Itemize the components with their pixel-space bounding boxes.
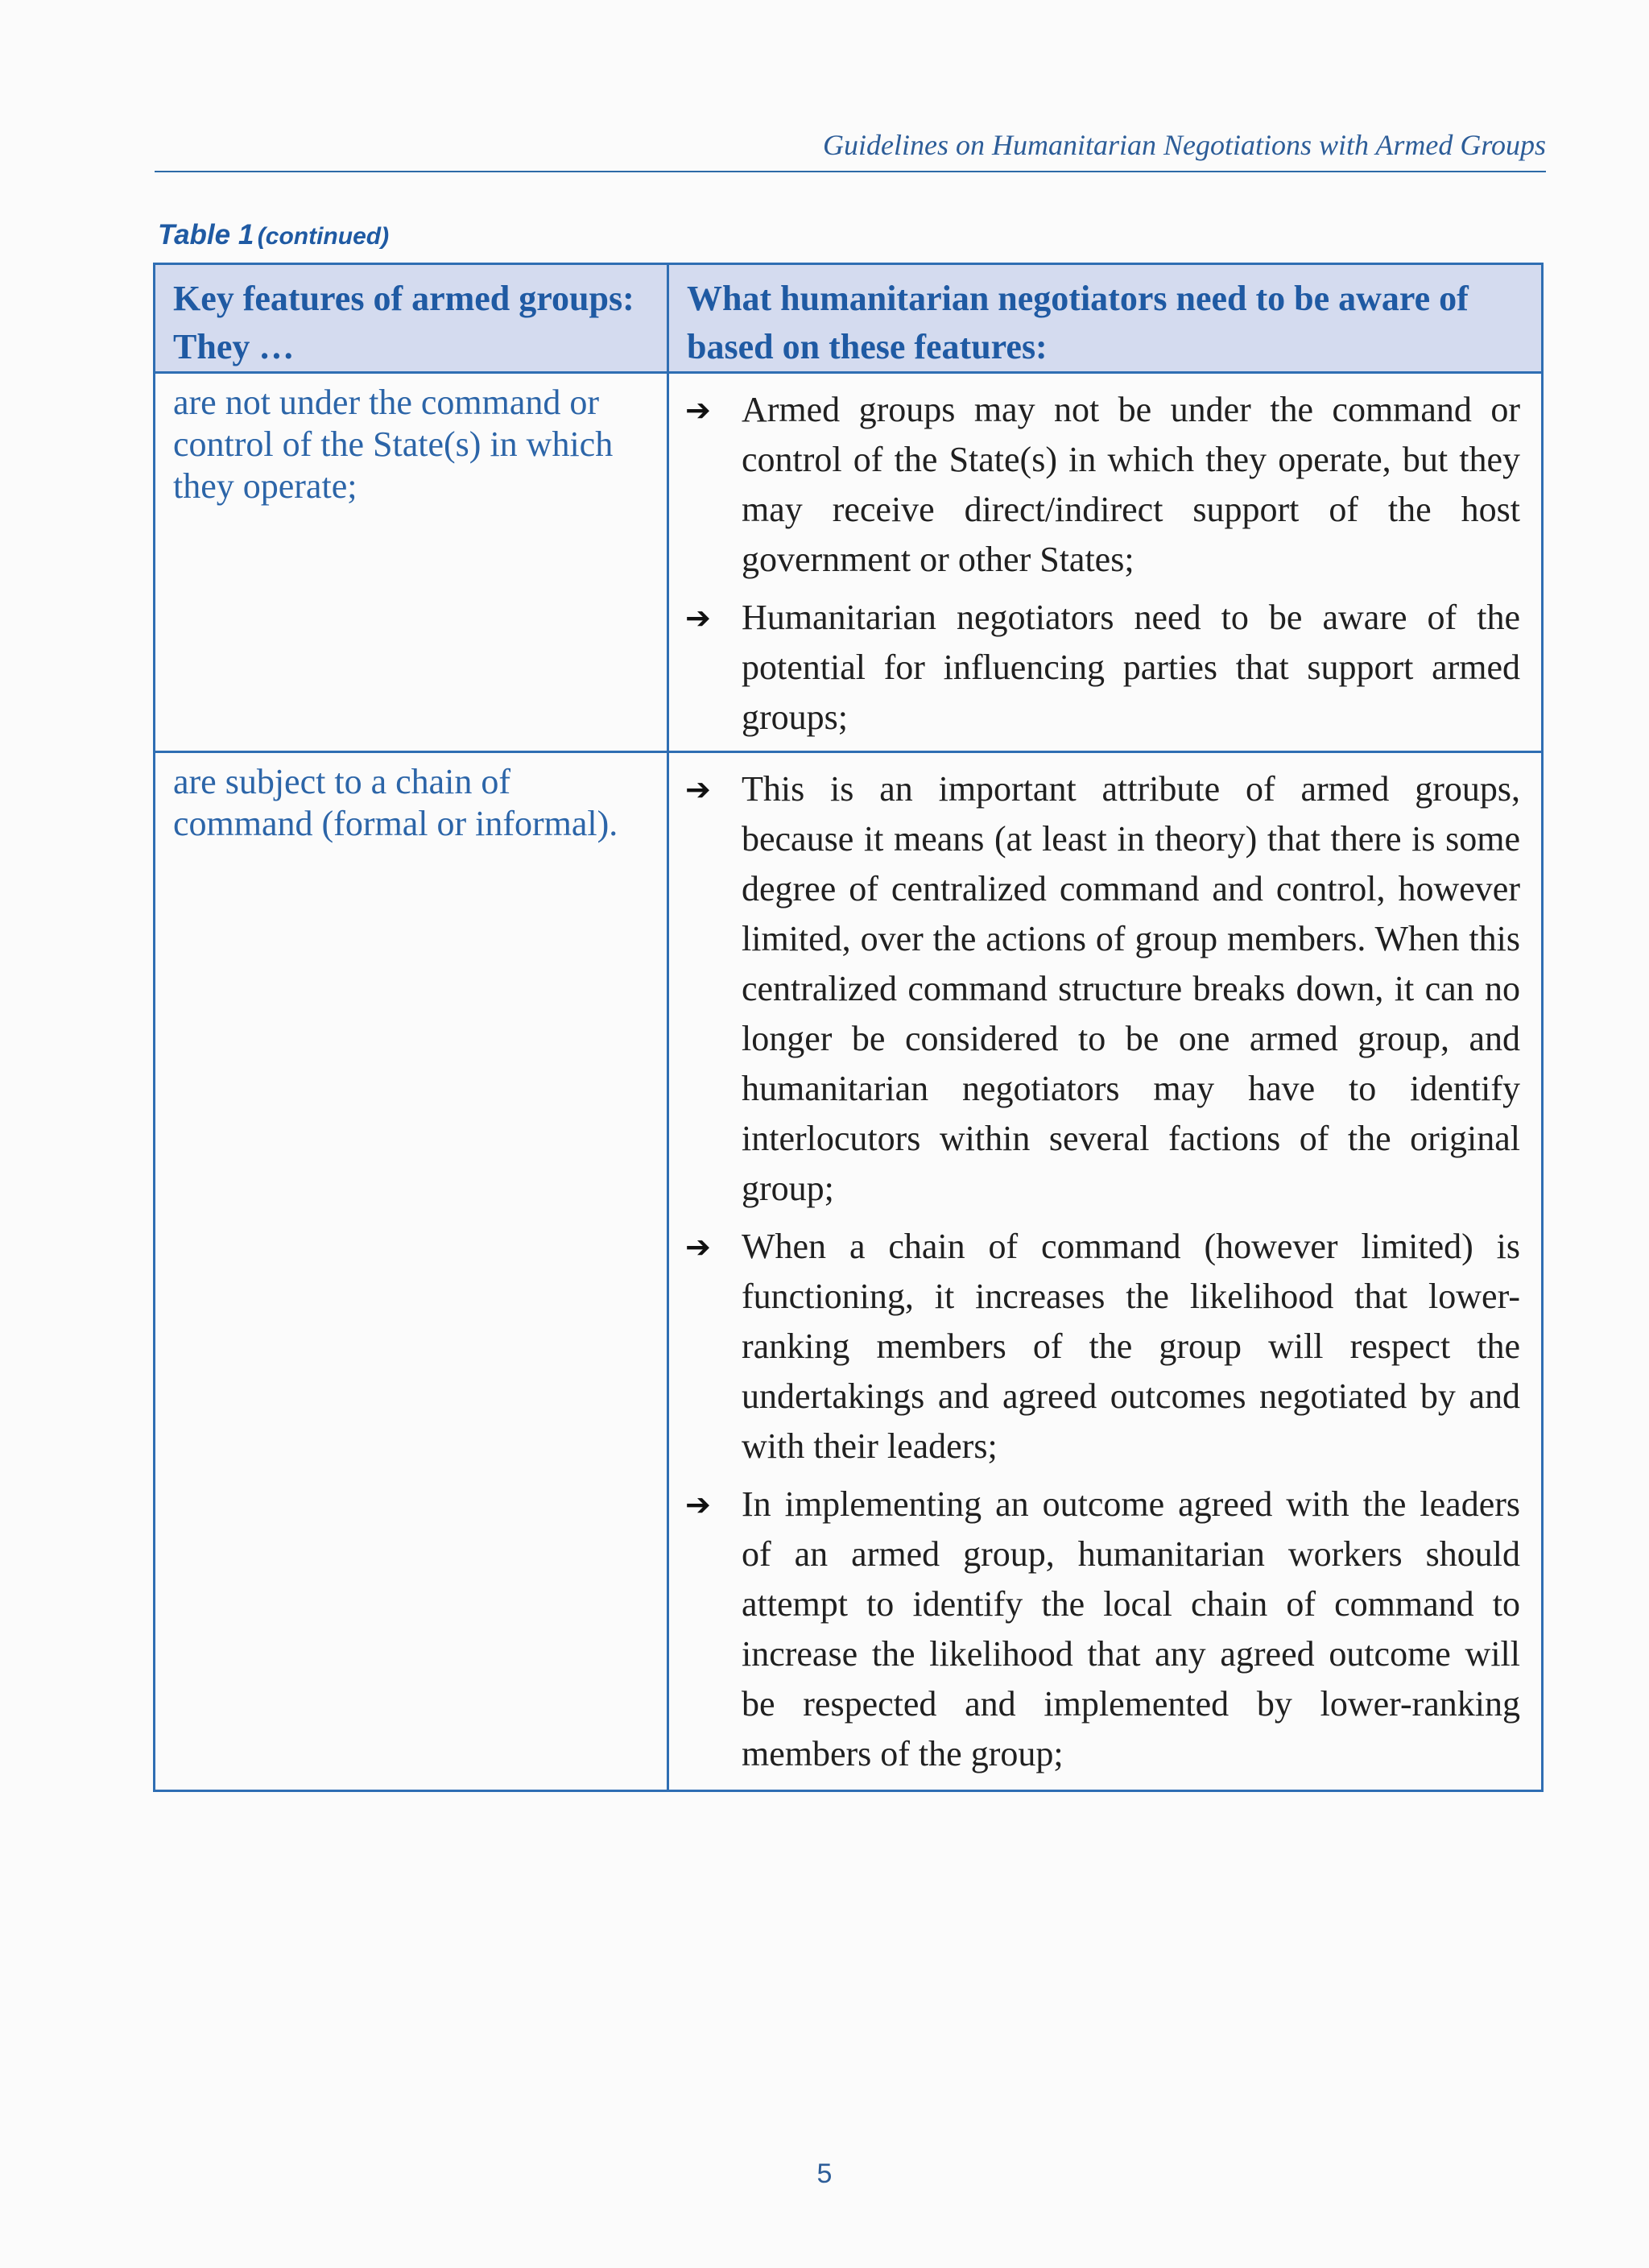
bullet-text: Armed groups may not be under the command or control of the State(s) in which they operate, but they may receive direct/indirect support of the host government or other States; [742,390,1520,579]
table-row [155,373,1543,752]
arrow-right-icon: ➔ [685,1487,711,1522]
feature-cell: are subject to a chain of command (formal or informal). [155,752,668,1791]
features-table [153,263,1544,1792]
bullet-list [685,764,1520,1779]
right-column-header: What humanitarian negotiators need to be aware of based on these features: [668,264,1543,373]
arrow-right-icon: ➔ [685,1229,711,1264]
bullet-text: In implementing an outcome agreed with the leaders of an armed group, humanitarian workers should attempt to identify the local chain of command to increase the likelihood that any agreed outcome will be respected and implemented by lower-ranking members of the group; [742,1484,1520,1773]
bullet-item [685,1480,1520,1779]
arrow-right-icon: ➔ [685,772,711,807]
awareness-cell [668,752,1543,1791]
bullet-item [685,1222,1520,1471]
table-caption-sub: (continued) [257,223,390,250]
awareness-cell [668,373,1543,752]
table-caption-main: Table 1 [158,219,254,250]
bullet-text: This is an important attribute of armed groups, because it means (at least in theory) that there is some degree of centralized command and control, however limited, over the actions of group members. When this centralized command structure breaks down, it can no longer be considered to be one armed group, and humanitarian negotiators may have to identify interlocutors within several factions of the original group; [742,769,1520,1208]
left-column-header: Key features of armed groups: They … [155,264,668,373]
page-number: 5 [816,2158,833,2189]
table-header-row [155,264,1543,373]
arrow-right-icon: ➔ [685,392,711,428]
running-header: Guidelines on Humanitarian Negotiations with Armed Groups [155,124,1546,172]
bullet-list [685,385,1520,743]
arrow-right-icon: ➔ [685,600,711,635]
feature-cell: are not under the command or control of the State(s) in which they operate; [155,373,668,752]
bullet-text: Humanitarian negotiators need to be aware of the potential for influencing parties that support armed groups; [742,598,1520,737]
bullet-text: When a chain of command (however limited) is functioning, it increases the likelihood that lower-ranking members of the group will respect the undertakings and agreed outcomes negotiated by and with their leaders; [742,1227,1520,1466]
table-row [155,752,1543,1791]
bullet-item [685,593,1520,743]
bullet-item [685,385,1520,585]
table-caption [158,214,389,262]
bullet-item [685,764,1520,1214]
